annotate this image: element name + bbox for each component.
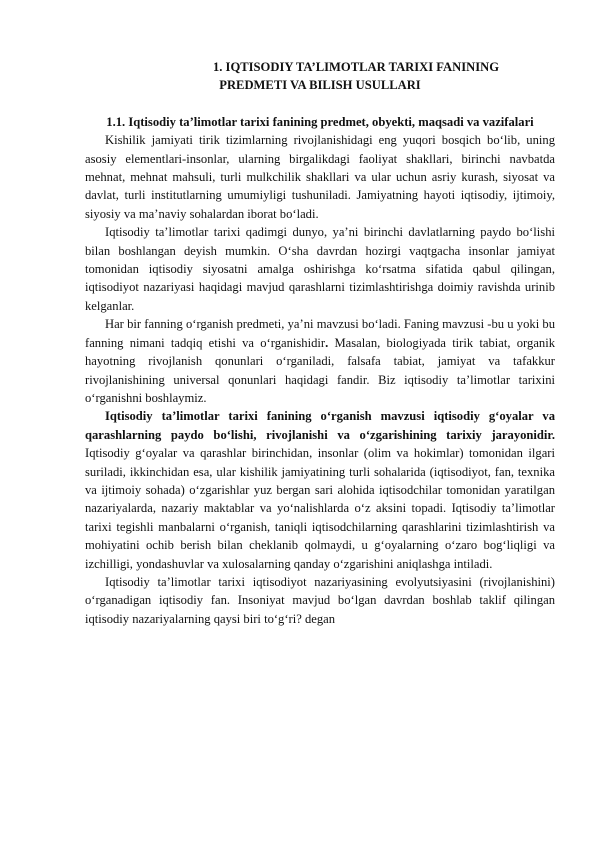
chapter-title-line-1: 1. IQTISODIY TA’LIMOTLAR TARIXI FANINING [212, 60, 500, 74]
paragraph-4 [85, 407, 555, 573]
document-page [85, 58, 555, 628]
paragraph-4-text: Iqtisodiy g‘oyalar va qarashlar birinchidan, insonlar (olim va hokimlar) tomonidan ilgari suriladi, ikkinchidan esa, ular kishilik jamiyatining turli sohalarida (iqtisodiyot, fan, texnika va ijtimoiy sohada) o‘zgarishlar yuz bergan sari alohida iqtisodchilar tomonidan yaratilgan nazariyalarda, nazariy maktablar va yo‘nalishlarda o‘z aksini topadi. Iqtisodiy ta’limotlar tarixi tegishli manbalarni o‘rganish, taniqli iqtisodchilarning qarashlarini tizimlashtirish va mohiyatini ochib berish bilan cheklanib qolmaydi, u g‘oyalarning o‘zaro bog‘liqligi va izchilligi, yondashuvlar va xulosalarning qanday o‘zgarishini aniqlashga intiladi. [85, 446, 555, 571]
paragraph-3 [85, 315, 555, 407]
chapter-title-line-2: PREDMETI VA BILISH USULLARI [219, 78, 421, 93]
chapter-title [85, 58, 555, 95]
paragraph-1: Kishilik jamiyati tirik tizimlarning rivojlanishidagi eng yuqori bosqich bo‘lib, uning asosiy elementlari-insonlar, ularning birgalikdagi faoliyat shakllari, birinchi navbatda mehnat, mehnat mahsuli, turli mulkchilik shakllari va ular uchun asriy kurash, siyosat va davlat, turli institutlarning umumiyligi tushuniladi. Jamiyatning hayoti iqtisodiy, ijtimoiy, siyosiy va ma’naviy sohalardan iborat bo‘ladi. [85, 133, 555, 221]
paragraph-2: Iqtisodiy ta’limotlar tarixi qadimgi dunyo, ya’ni birinchi davlatlarning paydo bo‘lishi bilan boshlangan deyish mumkin. O‘sha davrdan hozirgi vaqtgacha insonlar jamiyat tomonidan iqtisodiy siyosatni amalga oshirishga ko‘rsatma sifatida qabul qilingan, iqtisodiyot nazariyasi haqidagi mavjud qarashlarni tizimlashtirishga doimiy ravishda urinib kelganlar. [85, 225, 555, 313]
paragraph-4-bold-definition: Iqtisodiy ta’limotlar tarixi fanining o‘rganish mavzusi iqtisodiy g‘oyalar va qarashlarning paydo bo‘lishi, rivojlanishi va o‘zgarishining tarixiy jarayonidir. [85, 409, 555, 442]
paragraph-3-text-a: Har bir fanning o‘rganish predmeti, ya’ni mavzusi bo‘ladi. Faning mavzusi -bu u yoki bu fanning nimani tadqiq etishi va o‘rganishidir [85, 317, 555, 350]
paragraph-5: Iqtisodiy ta’limotlar tarixi iqtisodiyot nazariyasining evolyutsiyasini (rivojlanishini) o‘rganadigan iqtisodiy fan. Insoniyat mavjud bo‘lgan davrdan boshlab taklif qilingan iqtisodiy nazariyalarning qaysi biri to‘g‘ri? degan [85, 574, 555, 626]
section-heading: 1.1. Iqtisodiy ta’limotlar tarixi fanining predmet, obyekti, maqsadi va vazifalari [106, 114, 534, 129]
paragraph-3-text-b: Masalan, biologiyada tirik tabiat, organik hayotning rivojlanish qonunlari o‘rganiladi, falsafa tabiat, jamiyat va tafakkur rivojlanishining universal qonunlari haqidagi fandir. Biz iqtisodiy ta’limotlar tarixini o‘rganishni boshlaymiz. [85, 335, 555, 405]
paragraph-3-bold-dot: . [325, 335, 329, 350]
